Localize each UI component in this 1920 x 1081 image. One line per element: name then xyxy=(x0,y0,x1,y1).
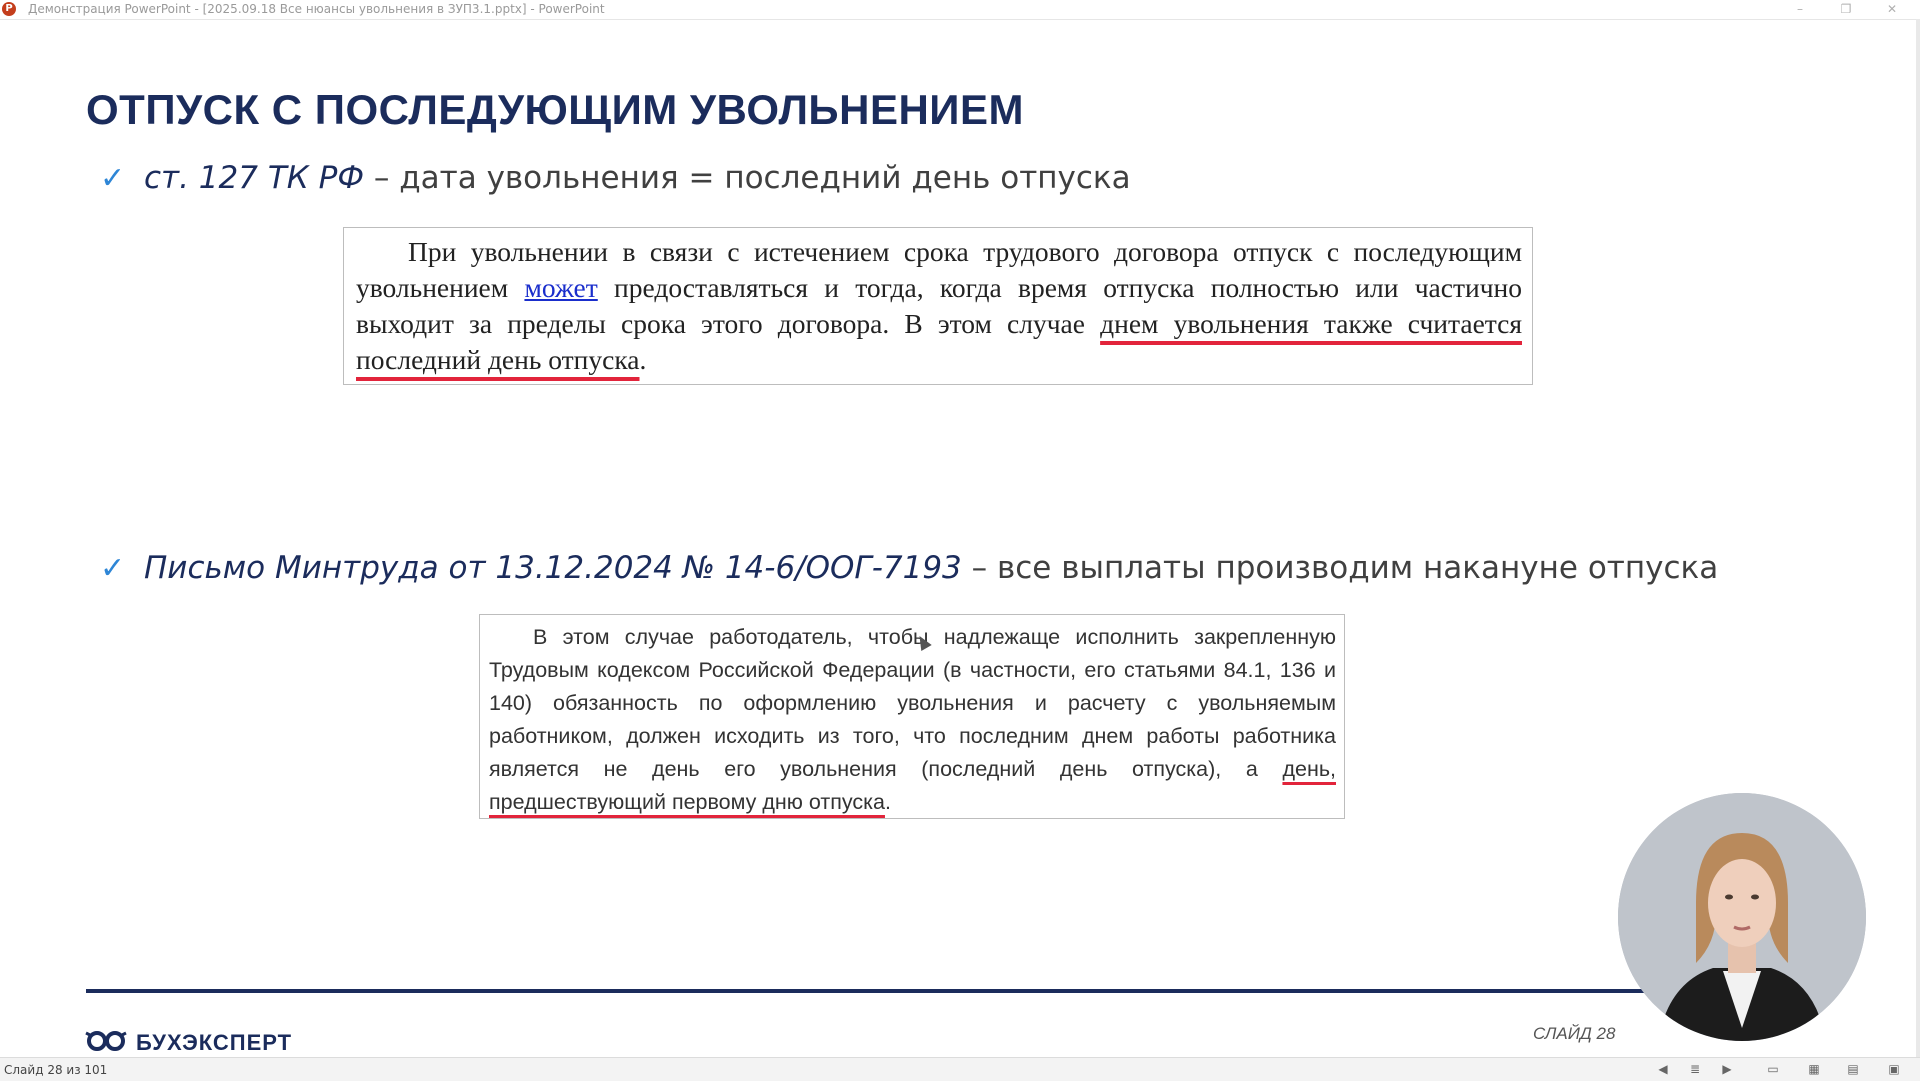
quote-text: предоставляться и тогда, когда время отпуска полностью или частично выходит за пределы срока этого договора. В этом случае xyxy=(356,272,1522,339)
status-bar xyxy=(0,1057,1920,1081)
bullet-mintrud-letter xyxy=(100,550,1718,586)
quote-box-letter xyxy=(479,614,1345,819)
logo-owl-icon xyxy=(84,1030,128,1052)
bullet-reference: ст. 127 ТК РФ xyxy=(144,160,365,196)
slide-counter: Слайд 28 из 101 xyxy=(4,1063,108,1077)
quote-text: В этом случае работодатель, чтобы надлежаще исполнить закрепленную Трудовым кодексом Российской Федерации (в частности, его статьями 84.1, 136 и 140) обязанность по оформлению увольнения и расчету с увольняемым работником, должен исходить из того, что последним днем работы работника является не день его увольнения (последний день отпуска), а xyxy=(489,625,1336,781)
powerpoint-icon: P xyxy=(2,2,16,16)
slide-title: ОТПУСК С ПОСЛЕДУЮЩИМ УВОЛЬНЕНИЕМ xyxy=(86,86,1024,133)
slide-canvas[interactable] xyxy=(0,20,1916,1057)
quote-box-article xyxy=(343,227,1533,385)
minimize-button[interactable]: – xyxy=(1797,2,1803,16)
bullet-text: – дата увольнения = последний день отпуска xyxy=(364,160,1131,196)
quote-text-end: . xyxy=(639,344,647,375)
next-icon[interactable]: ▶ xyxy=(1722,1062,1732,1076)
prev-icon[interactable]: ◀ xyxy=(1658,1062,1668,1076)
quote-text-end: . xyxy=(884,790,891,814)
window-titlebar xyxy=(0,0,1920,20)
close-button[interactable]: ✕ xyxy=(1886,2,1898,16)
normal-view-icon[interactable]: ▭ xyxy=(1767,1062,1779,1076)
logo-text: БУХЭКСПЕРТ xyxy=(136,1030,293,1055)
checkmark-icon: ✓ xyxy=(100,551,126,586)
maximize-button[interactable]: ❐ xyxy=(1840,2,1852,16)
quote-text: При увольнении в связи с истечением срока трудового договора отпуск с последующим увольнением xyxy=(356,236,1522,303)
highlighted-text: день, предшествующий первому дню отпуска xyxy=(489,757,1336,814)
quote-link[interactable]: может xyxy=(524,272,598,303)
window-title: Демонстрация PowerPoint - [2025.09.18 Все нюансы увольнения в ЗУП3.1.pptx] - PowerPoint xyxy=(28,2,605,16)
slideshow-icon[interactable]: ▣ xyxy=(1888,1062,1900,1076)
checkmark-icon: ✓ xyxy=(100,161,126,196)
slide-sorter-icon[interactable]: ▦ xyxy=(1808,1062,1820,1076)
notes-icon[interactable]: ≣ xyxy=(1689,1062,1701,1076)
presenter-video xyxy=(1618,793,1866,1041)
webcam-overlay xyxy=(1618,793,1866,1041)
slide-number: СЛАЙД 28 xyxy=(1533,1024,1616,1043)
scrollbar[interactable] xyxy=(1916,19,1920,1057)
bullet-reference: Письмо Минтруда от 13.12.2024 № 14-6/ООГ-7193 xyxy=(144,550,962,586)
reading-view-icon[interactable]: ▤ xyxy=(1847,1062,1859,1076)
highlighted-text: днем увольнения также считается последний день отпуска xyxy=(356,308,1522,375)
footer-divider xyxy=(86,989,1831,993)
bullet-article-127 xyxy=(100,160,1131,196)
bullet-text: – все выплаты производим накануне отпуска xyxy=(961,550,1719,586)
